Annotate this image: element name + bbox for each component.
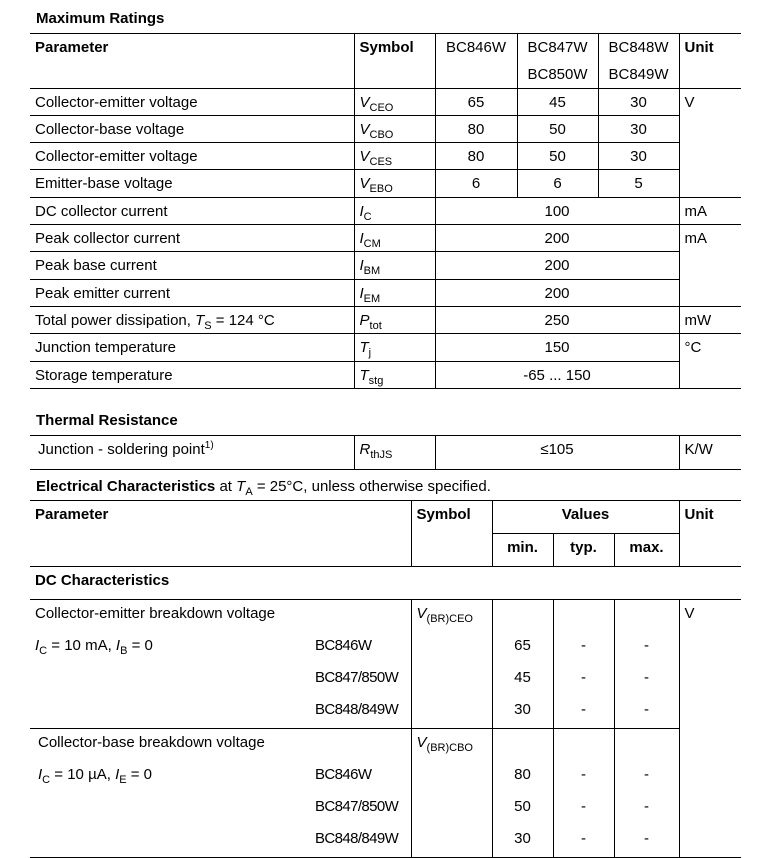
char-min: 80 [492, 761, 553, 793]
char-row [30, 664, 741, 696]
rating-parameter: Total power dissipation, $T_S = 124$ °C [30, 306, 354, 333]
char-min: 30 [492, 825, 553, 858]
char-row [30, 696, 741, 729]
rating-symbol: $T_{stg}$ [354, 361, 435, 388]
rating-value: -65 ... 150 [435, 361, 679, 388]
rating-symbol: $V_{EBO}$ [354, 170, 435, 197]
thermal-unit: K/W [679, 436, 741, 470]
rating-symbol: $I_{BM}$ [354, 252, 435, 279]
char-condition-empty [30, 793, 315, 825]
rating-unit: mA [679, 197, 741, 224]
header-bc846w: BC846W [435, 34, 517, 61]
rating-symbol: $I_C$ [354, 197, 435, 224]
char-typ: - [553, 825, 614, 858]
rating-value-bc848w: 5 [598, 170, 679, 197]
rating-parameter: Collector-emitter voltage [30, 88, 354, 115]
rating-row [30, 334, 741, 361]
rating-value: 100 [435, 197, 679, 224]
el-header-typ: typ. [553, 534, 614, 567]
rating-unit: °C [679, 334, 741, 389]
header-bc847w: BC847W [517, 34, 598, 61]
char-max: - [614, 664, 679, 696]
char-symbol: $V_{(BR)CEO}$ [411, 600, 492, 729]
el-header-parameter: Parameter [35, 506, 109, 523]
char-name: Collector-emitter breakdown voltage [35, 605, 276, 622]
char-variant: BC847/850W [315, 669, 399, 686]
char-max: - [614, 632, 679, 664]
rating-row [30, 279, 741, 306]
thermal-value: ≤105 [435, 436, 679, 470]
rating-row [30, 225, 741, 252]
rating-symbol: $V_{CBO}$ [354, 115, 435, 142]
rating-parameter: Storage temperature [30, 361, 354, 388]
rating-row [30, 170, 741, 197]
rating-value-bc846w: 80 [435, 143, 517, 170]
rating-value: 200 [435, 252, 679, 279]
char-max-empty [614, 600, 679, 633]
rating-value-bc846w: 65 [435, 88, 517, 115]
rating-parameter: Collector-emitter voltage [30, 143, 354, 170]
header-bc850w: BC850W [517, 61, 598, 88]
char-row [30, 632, 741, 664]
char-row [30, 793, 741, 825]
char-condition: $I_C = 10$ µA, $I_E = 0$ [38, 766, 153, 786]
rating-value-bc847w: 6 [517, 170, 598, 197]
header-unit: Unit [679, 34, 741, 61]
header-symbol: Symbol [354, 34, 435, 61]
char-variant: BC846W [315, 637, 372, 654]
thermal-param: Junction - soldering point$^{1)}$ [38, 440, 214, 458]
rating-row [30, 115, 741, 142]
el-header-unit: Unit [679, 501, 741, 567]
rating-value: 250 [435, 306, 679, 333]
char-max: - [614, 793, 679, 825]
char-min-empty [492, 600, 553, 633]
char-max: - [614, 825, 679, 858]
rating-value-bc846w: 6 [435, 170, 517, 197]
rating-symbol: $V_{CEO}$ [354, 88, 435, 115]
section-dc-characteristics: DC Characteristics [35, 572, 170, 589]
char-condition-empty [30, 696, 315, 729]
rating-symbol: $P_{tot}$ [354, 306, 435, 333]
char-condition: $I_C = 10$ mA, $I_B = 0$ [35, 637, 153, 657]
rating-symbol: $I_{EM}$ [354, 279, 435, 306]
thermal-symbol: $R_{thJS}$ [354, 436, 435, 470]
rating-parameter: DC collector current [30, 197, 354, 224]
rating-symbol: $I_{CM}$ [354, 225, 435, 252]
char-row [30, 825, 741, 858]
rating-value: 150 [435, 334, 679, 361]
char-typ: - [553, 761, 614, 793]
rating-row [30, 88, 741, 115]
char-typ: - [553, 664, 614, 696]
char-min-empty [492, 729, 553, 762]
rating-symbol: $V_{CES}$ [354, 143, 435, 170]
rating-value-bc848w: 30 [598, 88, 679, 115]
rating-symbol: $T_j$ [354, 334, 435, 361]
electrical-title: Electrical Characteristics at $T_A = 25^\circ C$, unless otherwise specified. [36, 478, 491, 498]
rating-parameter: Emitter-base voltage [30, 170, 354, 197]
max-ratings-title: Maximum Ratings [36, 10, 165, 27]
el-header-values: Values [492, 501, 679, 534]
char-min: 65 [492, 632, 553, 664]
header-parameter: Parameter [35, 39, 109, 56]
rating-parameter: Peak base current [30, 252, 354, 279]
rating-row [30, 306, 741, 333]
char-row [30, 761, 741, 793]
char-variant: BC847/850W [315, 798, 399, 815]
header-bc849w: BC849W [598, 61, 679, 88]
rating-parameter: Peak emitter current [30, 279, 354, 306]
rating-value: 200 [435, 225, 679, 252]
rating-unit: mA [679, 225, 741, 307]
char-name: Collector-base breakdown voltage [38, 734, 265, 751]
rating-row [30, 252, 741, 279]
rating-value-bc847w: 45 [517, 88, 598, 115]
char-block-title-row [30, 729, 741, 762]
el-header-min: min. [492, 534, 553, 567]
el-header-symbol: Symbol [411, 501, 492, 567]
rating-value-bc847w: 50 [517, 115, 598, 142]
char-typ: - [553, 696, 614, 729]
char-max: - [614, 696, 679, 729]
rating-unit: mW [679, 306, 741, 333]
rating-unit: V [679, 88, 741, 197]
rating-row [30, 361, 741, 388]
char-condition-empty [30, 664, 315, 696]
rating-value-bc848w: 30 [598, 115, 679, 142]
char-variant: BC848/849W [315, 830, 399, 847]
header-bc848w: BC848W [598, 34, 679, 61]
char-typ-empty [553, 600, 614, 633]
char-typ-empty [553, 729, 614, 762]
max-ratings-table [30, 33, 741, 389]
char-max: - [614, 761, 679, 793]
char-max-empty [614, 729, 679, 762]
char-variant: BC848/849W [315, 701, 399, 718]
char-condition-empty [30, 825, 315, 858]
rating-parameter: Collector-base voltage [30, 115, 354, 142]
char-block-title-row [30, 600, 741, 633]
rating-parameter: Peak collector current [30, 225, 354, 252]
el-header-max: max. [614, 534, 679, 567]
char-min: 45 [492, 664, 553, 696]
char-min: 50 [492, 793, 553, 825]
char-typ: - [553, 793, 614, 825]
rating-value: 200 [435, 279, 679, 306]
thermal-title: Thermal Resistance [36, 412, 178, 429]
char-variant: BC846W [315, 766, 372, 783]
rating-parameter: Junction temperature [30, 334, 354, 361]
thermal-table [30, 435, 741, 470]
rating-value-bc847w: 50 [517, 143, 598, 170]
rating-value-bc846w: 80 [435, 115, 517, 142]
char-symbol: $V_{(BR)CBO}$ [411, 729, 492, 858]
char-typ: - [553, 632, 614, 664]
rating-row [30, 197, 741, 224]
rating-value-bc848w: 30 [598, 143, 679, 170]
electrical-table [30, 500, 741, 858]
char-unit: V [679, 600, 741, 858]
char-min: 30 [492, 696, 553, 729]
rating-row [30, 143, 741, 170]
